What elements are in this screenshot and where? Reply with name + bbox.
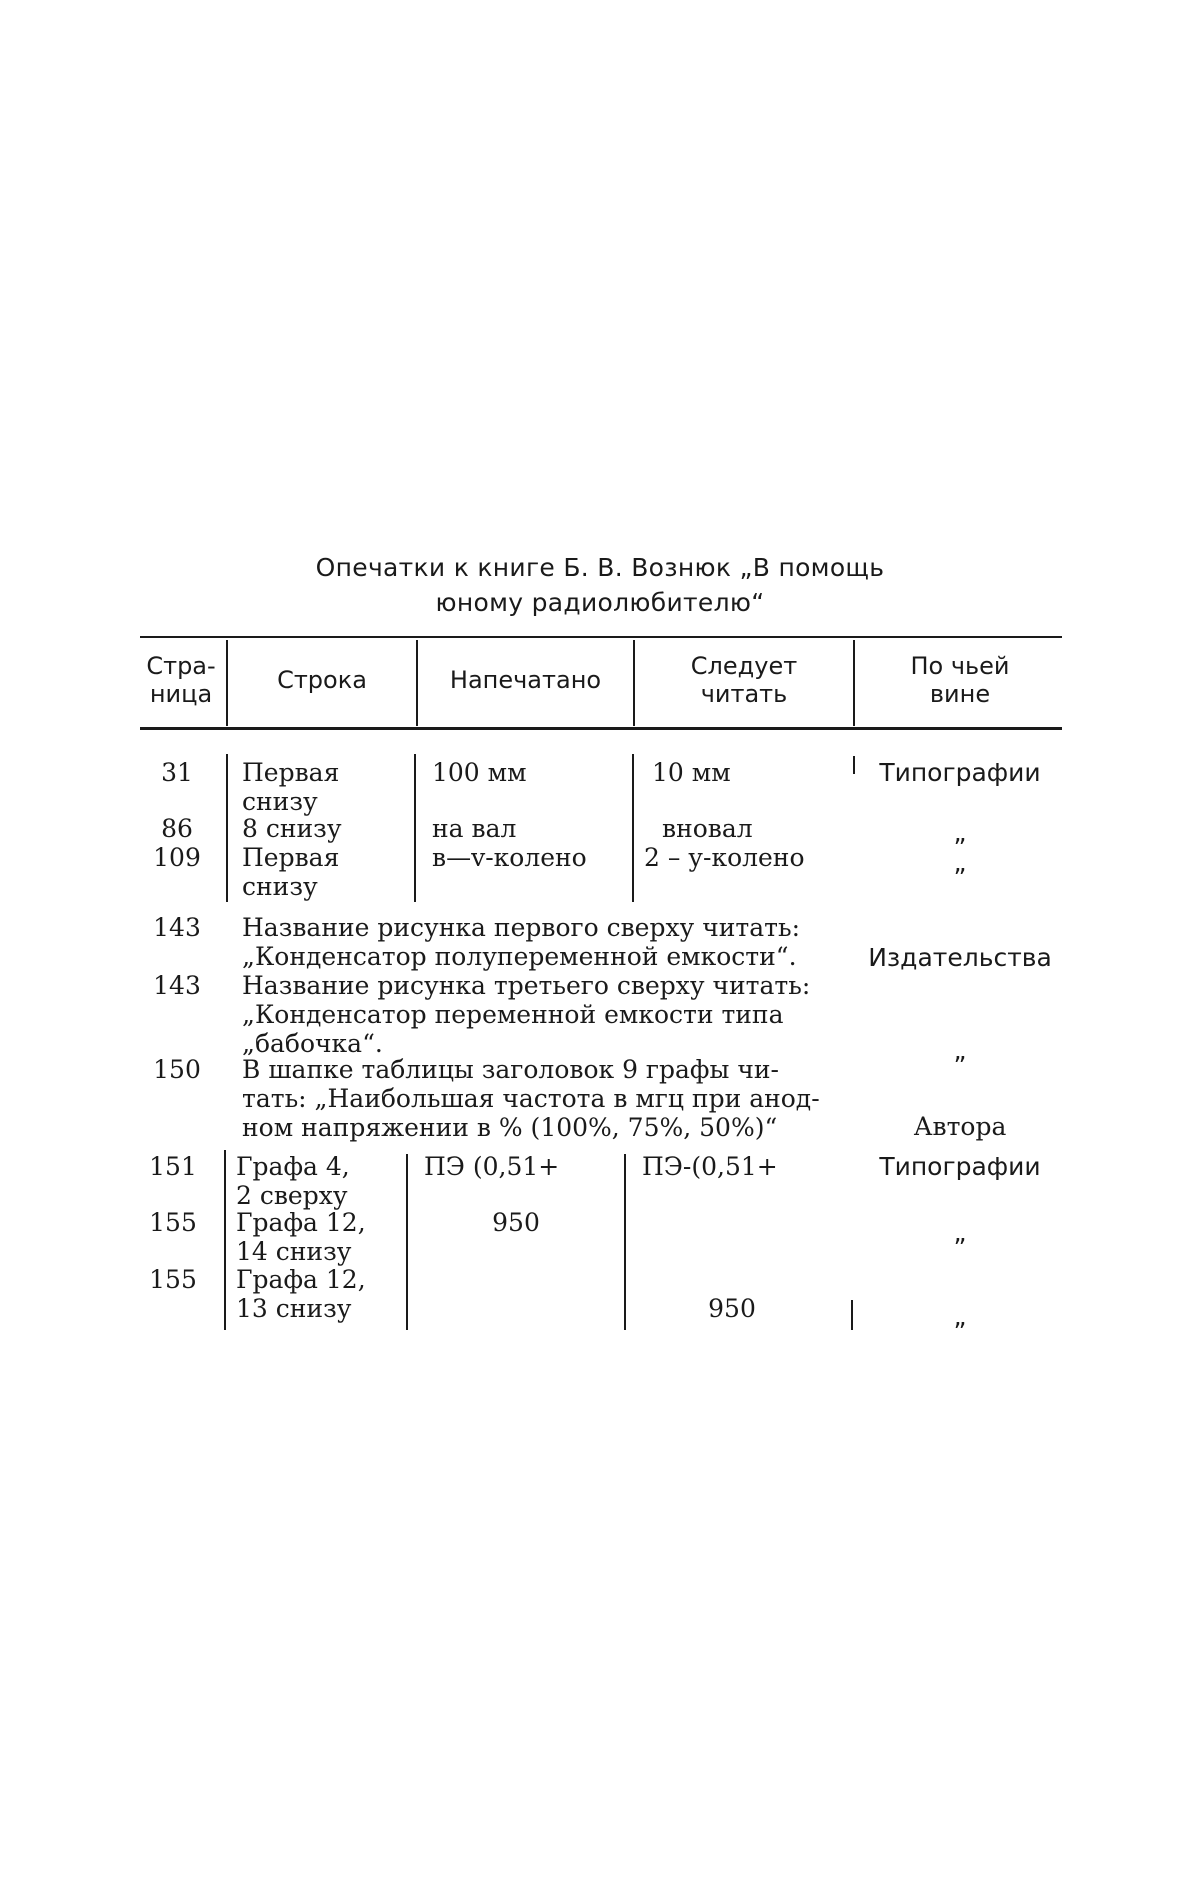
row-7-should-read: ПЭ-(0,51+: [642, 1152, 778, 1181]
body-separator-1a: [226, 754, 228, 902]
row-1-printed: 100 мм: [432, 758, 527, 787]
row-3-fault: „: [953, 848, 967, 877]
row-9-page: 155: [149, 1265, 197, 1294]
table-top-rule: [140, 636, 1062, 638]
row-6-text: В шапке таблицы заголовок 9 графы чи- тать: „Наибольшая частота в мгц при анод- ном напряжении в % (100%, 75%, 50%)“: [242, 1055, 820, 1142]
header-page: Стра- ница: [146, 652, 216, 708]
row-7-fault: Типографии: [879, 1152, 1041, 1181]
row-2-fault: „: [953, 818, 967, 847]
row-9-line: Графа 12, 13 снизу: [236, 1265, 366, 1323]
row-8-page: 155: [149, 1208, 197, 1237]
header-line: Строка: [277, 666, 367, 694]
row-1-fault: Типографии: [879, 758, 1041, 787]
row-9-should-read: 950: [708, 1294, 756, 1323]
row-2-should-read: вновал: [662, 814, 753, 843]
row-5-fault: „: [953, 1036, 967, 1065]
body-separator-3a: [632, 754, 634, 902]
row-4-text: Название рисунка первого сверху читать: „Конденсатор полупеременной емкости“.: [242, 913, 801, 971]
row-7-line: Графа 4, 2 сверху: [236, 1152, 350, 1210]
body-separator-1b: [224, 1150, 226, 1330]
row-9-fault: „: [953, 1302, 967, 1331]
document-title-line-2: юному радиолюбителю“: [435, 588, 765, 617]
document-title-line-1: Опечатки к книге Б. В. Вознюк „В помощь: [315, 553, 885, 582]
row-2-printed: на вал: [432, 814, 517, 843]
row-2-line: 8 снизу: [242, 814, 342, 843]
row-8-line: Графа 12, 14 снизу: [236, 1208, 366, 1266]
row-1-should-read: 10 мм: [652, 758, 731, 787]
header-should-read: Следует читать: [690, 652, 798, 708]
row-5-text: Название рисунка третьего сверху читать: „Конденсатор переменной емкости типа „бабочка“.: [242, 971, 811, 1058]
row-8-printed: 950: [492, 1208, 540, 1237]
body-separator-2a: [414, 754, 416, 902]
row-6-page: 150: [153, 1055, 201, 1084]
body-separator-2b: [406, 1154, 408, 1330]
row-7-printed: ПЭ (0,51+: [424, 1152, 560, 1181]
header-fault: По чьей вине: [910, 652, 1010, 708]
body-separator-4b: [851, 1300, 853, 1330]
row-3-printed: в—v-колено: [432, 843, 587, 872]
row-8-fault: „: [953, 1218, 967, 1247]
row-3-page: 109: [153, 843, 201, 872]
row-3-should-read: 2 – у-колено: [644, 843, 805, 872]
header-printed: Напечатано: [449, 666, 602, 694]
table-header-rule: [140, 727, 1062, 730]
row-4-page: 143: [153, 913, 201, 942]
row-6-fault: Автора: [913, 1112, 1007, 1141]
row-1-line: Первая снизу: [242, 758, 340, 816]
row-7-page: 151: [149, 1152, 197, 1181]
row-5-page: 143: [153, 971, 201, 1000]
row-1-page: 31: [161, 758, 193, 787]
row-4-fault: Издательства: [868, 943, 1052, 972]
row-2-page: 86: [161, 814, 193, 843]
row-3-line: Первая снизу: [242, 843, 340, 901]
